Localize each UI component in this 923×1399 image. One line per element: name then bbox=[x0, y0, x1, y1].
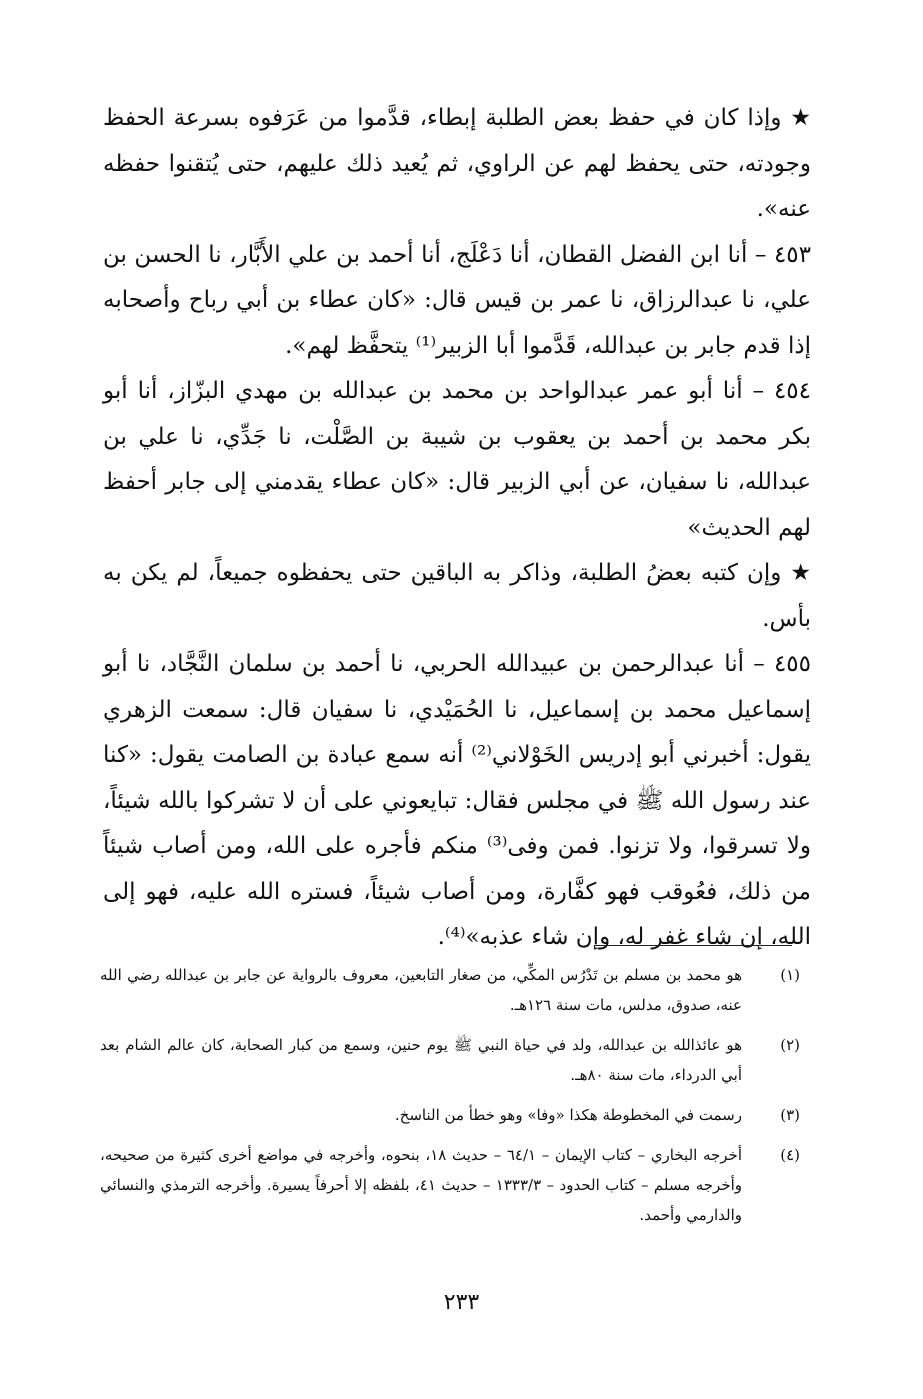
footnote-3 bbox=[100, 1100, 800, 1130]
footnote-number: (٣) bbox=[780, 1106, 800, 1124]
footnote-text: أخرجه البخاري – كتاب الإيمان – ٦٤/١ – حديث ١٨، بنحوه، وأخرجه في مواضع أخرى كثيرة من صحيحه، وأخرجه مسلم – كتاب الحدود – ١٣٣٣/٣ – حديث ٤١، بلفظه إلا أحرفاً يسيرة. وأخرجه الترمذي والنسائي والدارمي وأحمد. bbox=[100, 1146, 743, 1224]
paragraph-hadith-453: ٤٥٣ – أنا ابن الفضل القطان، أنا دَعْلَج، أنا أحمد بن علي الأَبَّار، نا الحسن بن علي، نا عبدالرزاق، نا عمر بن قيس قال: «كان عطاء بن أبي رباح وأصحابه إذا قدم جابر بن عبدالله، قَدَّموا أبا الزبير⁽¹⁾ يتحفَّظ لهم». bbox=[103, 241, 811, 359]
main-text bbox=[103, 96, 811, 961]
footnote-text: هو محمد بن مسلم بن تَدْرُس المكِّي، من صغار التابعين، معروف بالرواية عن جابر بن عبدالله رضي الله عنه، صدوق، مدلس، مات سنة ١٢٦هـ. bbox=[100, 966, 742, 1014]
paragraph-hifz-slowness: ★ وإذا كان في حفظ بعض الطلبة إبطاء، قدَّموا من عَرَفوه بسرعة الحفظ وجودته، حتى يحفظ لهم عن الراوي، ثم يُعيد ذلك عليهم، حتى يُتقنوا حفظه عنه». bbox=[103, 105, 811, 222]
footnote-2 bbox=[100, 1030, 800, 1090]
footnote-text: رسمت في المخطوطة هكذا «وفا» وهو خطأ من الناسخ. bbox=[394, 1106, 742, 1124]
footnote-text: هو عائذالله بن عبدالله، ولد في حياة النبي ﷺ يوم حنين، وسمع من كبار الصحابة، كان عالم الشام بعد أبي الدرداء، مات سنة ٨٠هـ. bbox=[100, 1036, 742, 1084]
footnotes bbox=[100, 960, 800, 1240]
paragraph-writing-note: ★ وإن كتبه بعضُ الطلبة، وذاكر به الباقين حتى يحفظوه جميعاً، لم يكن به بأس. bbox=[103, 560, 811, 632]
footnote-separator bbox=[594, 945, 792, 946]
page-number: ٢٣٣ bbox=[443, 1290, 480, 1315]
footnote-number: (١) bbox=[780, 966, 800, 984]
footnote-number: (٢) bbox=[780, 1036, 800, 1054]
footnote-1 bbox=[100, 960, 800, 1020]
paragraph-hadith-454: ٤٥٤ – أنا أبو عمر عبدالواحد بن محمد بن عبدالله بن مهدي البزّاز، أنا أبو بكر محمد بن أحمد بن يعقوب بن شيبة بن الصَّلْت، نا جَدِّي، نا علي بن عبدالله، نا سفيان، عن أبي الزبير قال: «كان عطاء يقدمني إلى جابر أحفظ لهم الحديث» bbox=[103, 378, 811, 541]
paragraph-hadith-455: ٤٥٥ – أنا عبدالرحمن بن عبيدالله الحربي، نا أحمد بن سلمان النَّجَّاد، نا أبو إسماعيل محمد بن إسماعيل، نا الحُمَيْدي، نا سفيان قال: سمعت الزهري يقول: أخبرني أبو إدريس الخَوْلاني⁽²⁾ أنه سمع عبادة بن الصامت يقول: «كنا عند رسول الله ﷺ في مجلس فقال: تبايعوني على أن لا تشركوا بالله شيئاً، ولا تسرقوا، ولا تزنوا. فمن وفى⁽³⁾ منكم فأجره على الله، ومن أصاب شيئاً من ذلك، فعُوقب فهو كفَّارة، ومن أصاب شيئاً، فستره الله عليه، فهو إلى الله، إن شاء غفر له، وإن شاء عذبه»⁽⁴⁾. bbox=[103, 651, 811, 950]
footnote-4 bbox=[100, 1140, 800, 1230]
footnote-number: (٤) bbox=[780, 1146, 800, 1164]
